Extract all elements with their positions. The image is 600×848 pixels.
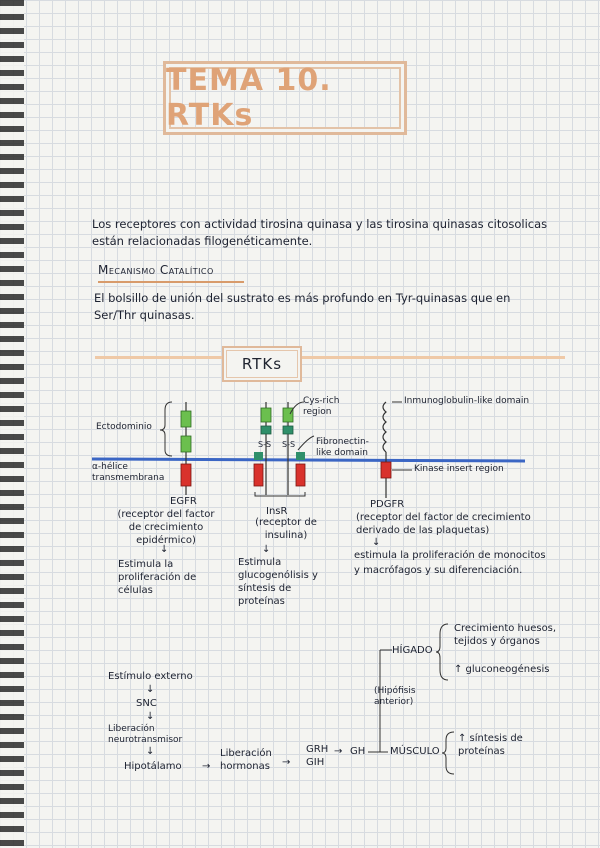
ss-bond-label-1: S-S [258,440,272,449]
ectodomain-label: Ectodominio [96,422,152,432]
flow-gh: GH [350,746,366,757]
pdgfr-effect: estimula la proliferación de monocitos y macrófagos y su diferenciación. [354,550,546,576]
pdgfr-name: PDGFR [370,499,405,510]
title-frame [163,61,407,135]
flow-higado-effect-1: Crecimiento huesos, tejidos y órganos [454,623,557,647]
section-paragraph: El bolsillo de unión del sustrato es más profundo en Tyr-quinasas que en Ser/Thr quinasas. [94,291,511,322]
flow-snc: SNC [136,698,157,709]
flow-estimulo: Estímulo externo [108,671,193,682]
egfr-effect: Estimula la proliferación de células [118,559,197,596]
insr-effect: Estimula glucogenólisis y síntesis de proteínas [238,557,318,607]
flow-liberacion-nt: Liberación neurotransmisor [108,724,183,745]
flow-hipotalamo: Hipotálamo [124,761,182,772]
flow-arrow-5: → [282,757,291,768]
flow-higado: HÍGADO [392,645,433,656]
pdgfr-description: (receptor del factor de crecimiento derivado de las plaquetas) [356,512,531,536]
rtks-divider [95,356,565,359]
ss-bond-label-2: S-S [282,440,296,449]
higado-brace [436,622,450,682]
page-title: TEMA 10. RTKs [166,63,332,133]
cys-rich-label: Cys-rich region [303,396,340,417]
ectodomain-bracket [160,402,172,456]
egfr-name: EGFR [170,496,197,507]
flow-musculo-effect: ↑ síntesis de proteínas [458,733,523,757]
flow-higado-effect-2: ↑ gluconeogénesis [454,664,550,675]
flow-grh: GRH [306,744,329,755]
flow-arrow-4: → [202,761,211,772]
pdgfr-receptor [381,402,412,498]
flow-arrow-3: ↓ [146,746,155,757]
helix-label: α-hélice transmembrana [92,462,165,483]
pdgfr-arrow: ↓ [372,537,381,548]
intro-paragraph: Los receptores con actividad tirosina quinasa y las tirosina quinasas citosolicas están relacionadas filogenéticamente. [92,217,548,248]
insr-description: (receptor de insulina) [255,517,317,541]
insr-arrow: ↓ [262,544,271,555]
flow-arrow-1: ↓ [146,684,155,695]
musculo-brace [442,730,456,776]
flow-liberacion-h: Liberación hormonas [220,748,272,772]
section-heading-underline [98,281,244,283]
egfr-receptor [181,402,191,495]
membrane-line [92,459,525,461]
fibronectin-label: Fibronectin-like domain [316,437,369,458]
immunoglobulin-label: Inmunoglobulin-like domain [404,396,530,406]
flow-arrow-2: ↓ [146,711,155,722]
kinase-insert-label: Kinase insert region [414,464,504,474]
flow-gih: GIH [306,757,325,768]
egfr-description: (receptor del factor de crecimiento epidérmico) [117,509,215,546]
flow-musculo: MÚSCULO [390,746,440,757]
section-heading: Mecanismo Catalítico [98,263,214,277]
egfr-arrow: ↓ [160,544,169,555]
insr-name: InsR [266,506,288,517]
flow-hipofisis: (Hipófisis anterior) [374,686,416,707]
rtks-label: RTKs [222,346,302,382]
flow-arrow-6: → [334,746,343,757]
